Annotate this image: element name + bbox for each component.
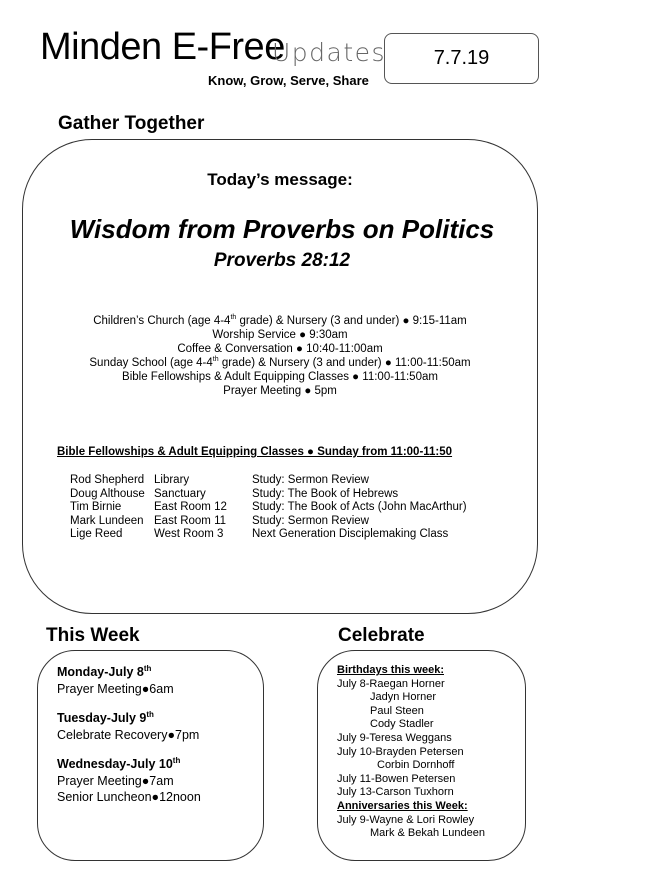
- list-item: July 9-Teresa Weggans: [337, 731, 452, 744]
- fellowship-room: East Room 11: [154, 514, 227, 527]
- list-item: Paul Steen: [370, 704, 424, 717]
- fellowship-study: Study: Sermon Review: [252, 474, 369, 486]
- fellowship-study: Study: The Book of Hebrews: [252, 487, 399, 500]
- event-item: Prayer Meeting●7am: [57, 774, 174, 788]
- day-heading-tuesday: Tuesday-July 9th: [57, 709, 154, 725]
- celebrate-heading: Celebrate: [338, 625, 425, 646]
- service-schedule: [22, 314, 538, 398]
- newsletter-subtitle: Updates: [272, 38, 387, 67]
- list-item: Mark & Bekah Lundeen: [370, 827, 485, 840]
- fellowship-leader: Tim Birnie: [70, 501, 122, 514]
- fellowship-study: Next Generation Disciplemaking Class: [252, 528, 449, 541]
- list-item: July 8-Raegan Horner: [337, 677, 445, 690]
- fellowship-room: East Room 12: [154, 501, 227, 514]
- message-heading: Today’s message:: [207, 170, 353, 189]
- fellowship-room: Sanctuary: [154, 487, 206, 500]
- birthdays-heading: Birthdays this week:: [337, 664, 444, 676]
- table-row: [70, 501, 467, 515]
- newsletter-title: Minden E-Free: [40, 26, 285, 68]
- table-row: [70, 528, 467, 542]
- anniversaries-heading: Anniversaries this Week:: [337, 799, 468, 812]
- celebrate-list: [337, 664, 485, 841]
- tagline: Know, Grow, Serve, Share: [208, 73, 369, 88]
- event-item: Senior Luncheon●12noon: [57, 790, 201, 804]
- list-item: July 13-Carson Tuxhorn: [337, 786, 454, 799]
- fellowship-leader: Doug Althouse: [70, 487, 145, 500]
- schedule-worship: Worship Service ● 9:30am: [212, 329, 348, 341]
- schedule-prayer-meeting: Prayer Meeting ● 5pm: [223, 385, 337, 397]
- schedule-bible-fellowships: Bible Fellowships & Adult Equipping Classes ● 11:00-11:50am: [122, 371, 438, 383]
- fellowship-room: Library: [154, 474, 190, 486]
- fellowships-heading: Bible Fellowships & Adult Equipping Classes ● Sunday from 11:00-11:50: [57, 446, 453, 458]
- list-item: July 11-Bowen Petersen: [337, 772, 456, 785]
- list-item: Cody Stadler: [370, 718, 434, 731]
- table-row: [70, 488, 467, 502]
- schedule-coffee: Coffee & Conversation ● 10:40-11:00am: [177, 343, 383, 355]
- fellowship-room: West Room 3: [154, 528, 224, 541]
- list-item: Jadyn Horner: [370, 691, 437, 704]
- list-item: Corbin Dornhoff: [377, 759, 455, 772]
- message-reference: Proverbs 28:12: [213, 250, 351, 271]
- day-heading-monday: Monday-July 8th: [57, 663, 152, 679]
- fellowship-leader: Lige Reed: [70, 528, 123, 541]
- date-box: 7.7.19: [384, 33, 539, 84]
- schedule-childrens-church: Children’s Church (age 4-4th grade) & Nursery (3 and under) ● 9:15-11am: [93, 314, 467, 327]
- message-title: Wisdom from Proverbs on Politics: [69, 214, 495, 244]
- fellowships-table: [70, 474, 467, 542]
- event-item: Celebrate Recovery●7pm: [57, 728, 200, 742]
- fellowship-leader: Rod Shepherd: [70, 474, 145, 486]
- gather-together-heading: Gather Together: [58, 113, 205, 134]
- schedule-sunday-school: Sunday School (age 4-4th grade) & Nursery (3 and under) ● 11:00-11:50am: [89, 356, 471, 369]
- event-item: Prayer Meeting●6am: [57, 682, 174, 696]
- this-week-heading: This Week: [46, 625, 140, 646]
- list-item: July 10-Brayden Petersen: [337, 745, 464, 758]
- table-row: [70, 515, 467, 529]
- day-heading-wednesday: Wednesday-July 10th: [57, 755, 181, 771]
- list-item: July 9-Wayne & Lori Rowley: [337, 813, 475, 826]
- fellowship-study: Study: The Book of Acts (John MacArthur): [252, 501, 467, 514]
- fellowship-leader: Mark Lundeen: [70, 514, 144, 527]
- fellowship-study: Study: Sermon Review: [252, 514, 369, 527]
- table-row: [70, 474, 467, 488]
